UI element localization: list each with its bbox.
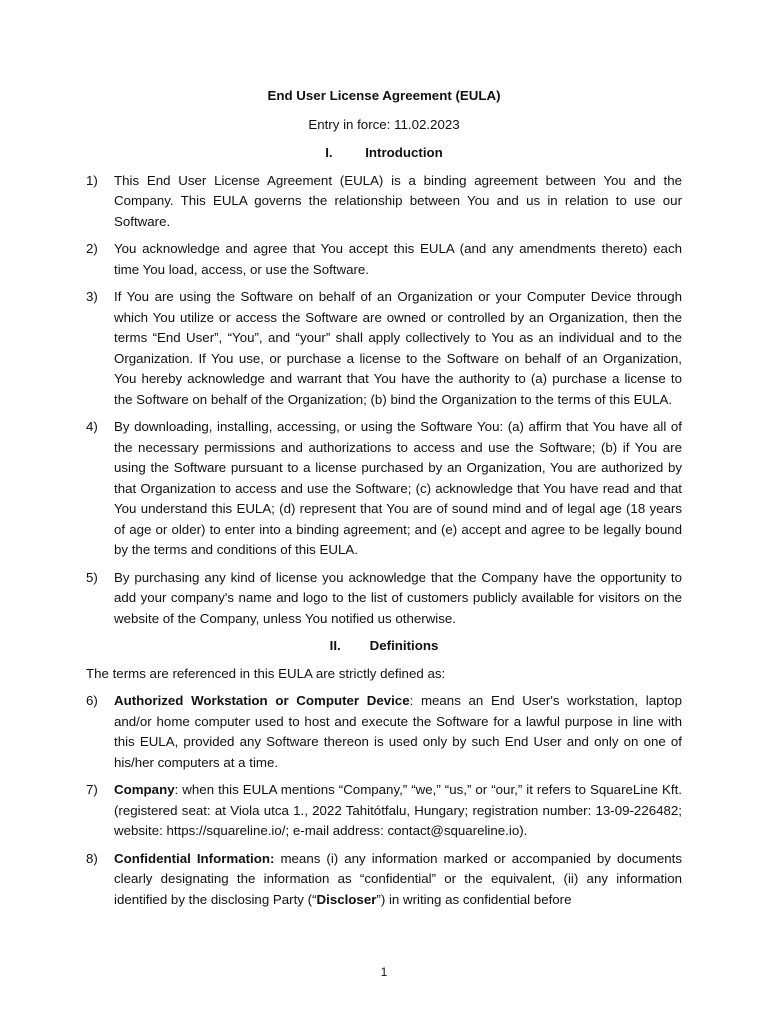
clause-number: 3)	[86, 289, 98, 304]
clause-number: 5)	[86, 569, 98, 585]
clause-number: 7)	[86, 782, 98, 797]
page-number: 1	[380, 965, 388, 979]
clause-number: 2)	[86, 241, 98, 256]
section-heading-introduction	[86, 143, 682, 164]
section-number: II.	[329, 638, 341, 653]
clause-5	[86, 568, 682, 630]
clause-text: means (i) any information marked or accompanied by documents clearly designating the information as “confidential” or the equivalent, (ii) any information identified by the disclosing Party (“	[114, 850, 682, 907]
clause-8	[86, 849, 682, 911]
clause-text: By downloading, installing, accessing, or using the Software You: (a) affirm that You have all of the necessary permissions and authorizations to access and use the Software; (b) if You are using the Software pursuant to a license purchased by an Organization, You are authorized by that Organization to access and use the Software; (c) acknowledge that You have read and that You understand this EULA; (d) represent that You are of sound mind and of legal age (18 years of age or older) to enter into a binding agreement; and (e) accept and agree to be legally bound by the terms and conditions of this EULA.	[114, 419, 682, 557]
clause-text: You acknowledge and agree that You accept this EULA (and any amendments thereto) each time You load, access, or use the Software.	[114, 241, 682, 277]
clause-7	[86, 780, 682, 842]
clause-text-continued: ”) in writing as confidential before	[376, 891, 572, 907]
clause-number: 8)	[86, 850, 98, 866]
defined-term: Company	[114, 782, 175, 797]
section-number: I.	[325, 145, 333, 160]
section-title: Introduction	[365, 145, 443, 160]
clause-4	[86, 417, 682, 561]
document-title: End User License Agreement (EULA)	[267, 88, 501, 103]
clause-1	[86, 171, 682, 233]
defined-term: Confidential Information:	[114, 850, 275, 866]
defined-term-discloser: Discloser	[316, 891, 377, 907]
clause-6	[86, 691, 682, 773]
section-title: Definitions	[369, 638, 439, 653]
section-heading-definitions	[86, 636, 682, 657]
definitions-intro: The terms are referenced in this EULA are strictly defined as:	[86, 665, 446, 681]
clause-3	[86, 287, 682, 410]
entry-in-force: Entry in force: 11.02.2023	[308, 116, 460, 132]
clause-text: This End User License Agreement (EULA) is a binding agreement between You and the Company. This EULA governs the relationship between You and us in relation to use our Software.	[114, 172, 682, 229]
clause-number: 6)	[86, 693, 98, 708]
clause-text: : when this EULA mentions “Company,” “we,” “us,” or “our,” it refers to SquareLine Kft. (registered seat: at Viola utca 1., 2022 Tahitótfalu, Hungary; registration number: 13-09-226482; website: https://squareline.io/; e-mail address: contact@squareline.io).	[114, 782, 682, 838]
defined-term: Authorized Workstation or Computer Device	[114, 693, 410, 708]
clause-number: 1)	[86, 172, 98, 188]
clause-2	[86, 239, 682, 280]
document-body	[86, 86, 682, 917]
clause-text: If You are using the Software on behalf of an Organization or your Computer Device through which You utilize or access the Software are owned or controlled by an Organization, then the terms “End User”, “You”, and “your” shall apply collectively to You as an individual and to the Organization. If You use, or purchase a license to the Software on behalf of an Organization, You hereby acknowledge and warrant that You have the authority to (a) purchase a license to the Software on behalf of the Organization; (b) bind the Organization to the terms of this EULA.	[114, 289, 682, 407]
clause-number: 4)	[86, 419, 98, 434]
clause-text: : means an End User's workstation, laptop and/or home computer used to host and execute the Software for a lawful purpose in line with this EULA, provided any Software thereon is used only by such End User and only on one of his/her computers at a time.	[114, 693, 682, 770]
clause-text: By purchasing any kind of license you acknowledge that the Company have the opportunity to add your company's name and logo to the list of customers publicly available for visitors on the website of the Company, unless You notified us otherwise.	[114, 569, 682, 626]
